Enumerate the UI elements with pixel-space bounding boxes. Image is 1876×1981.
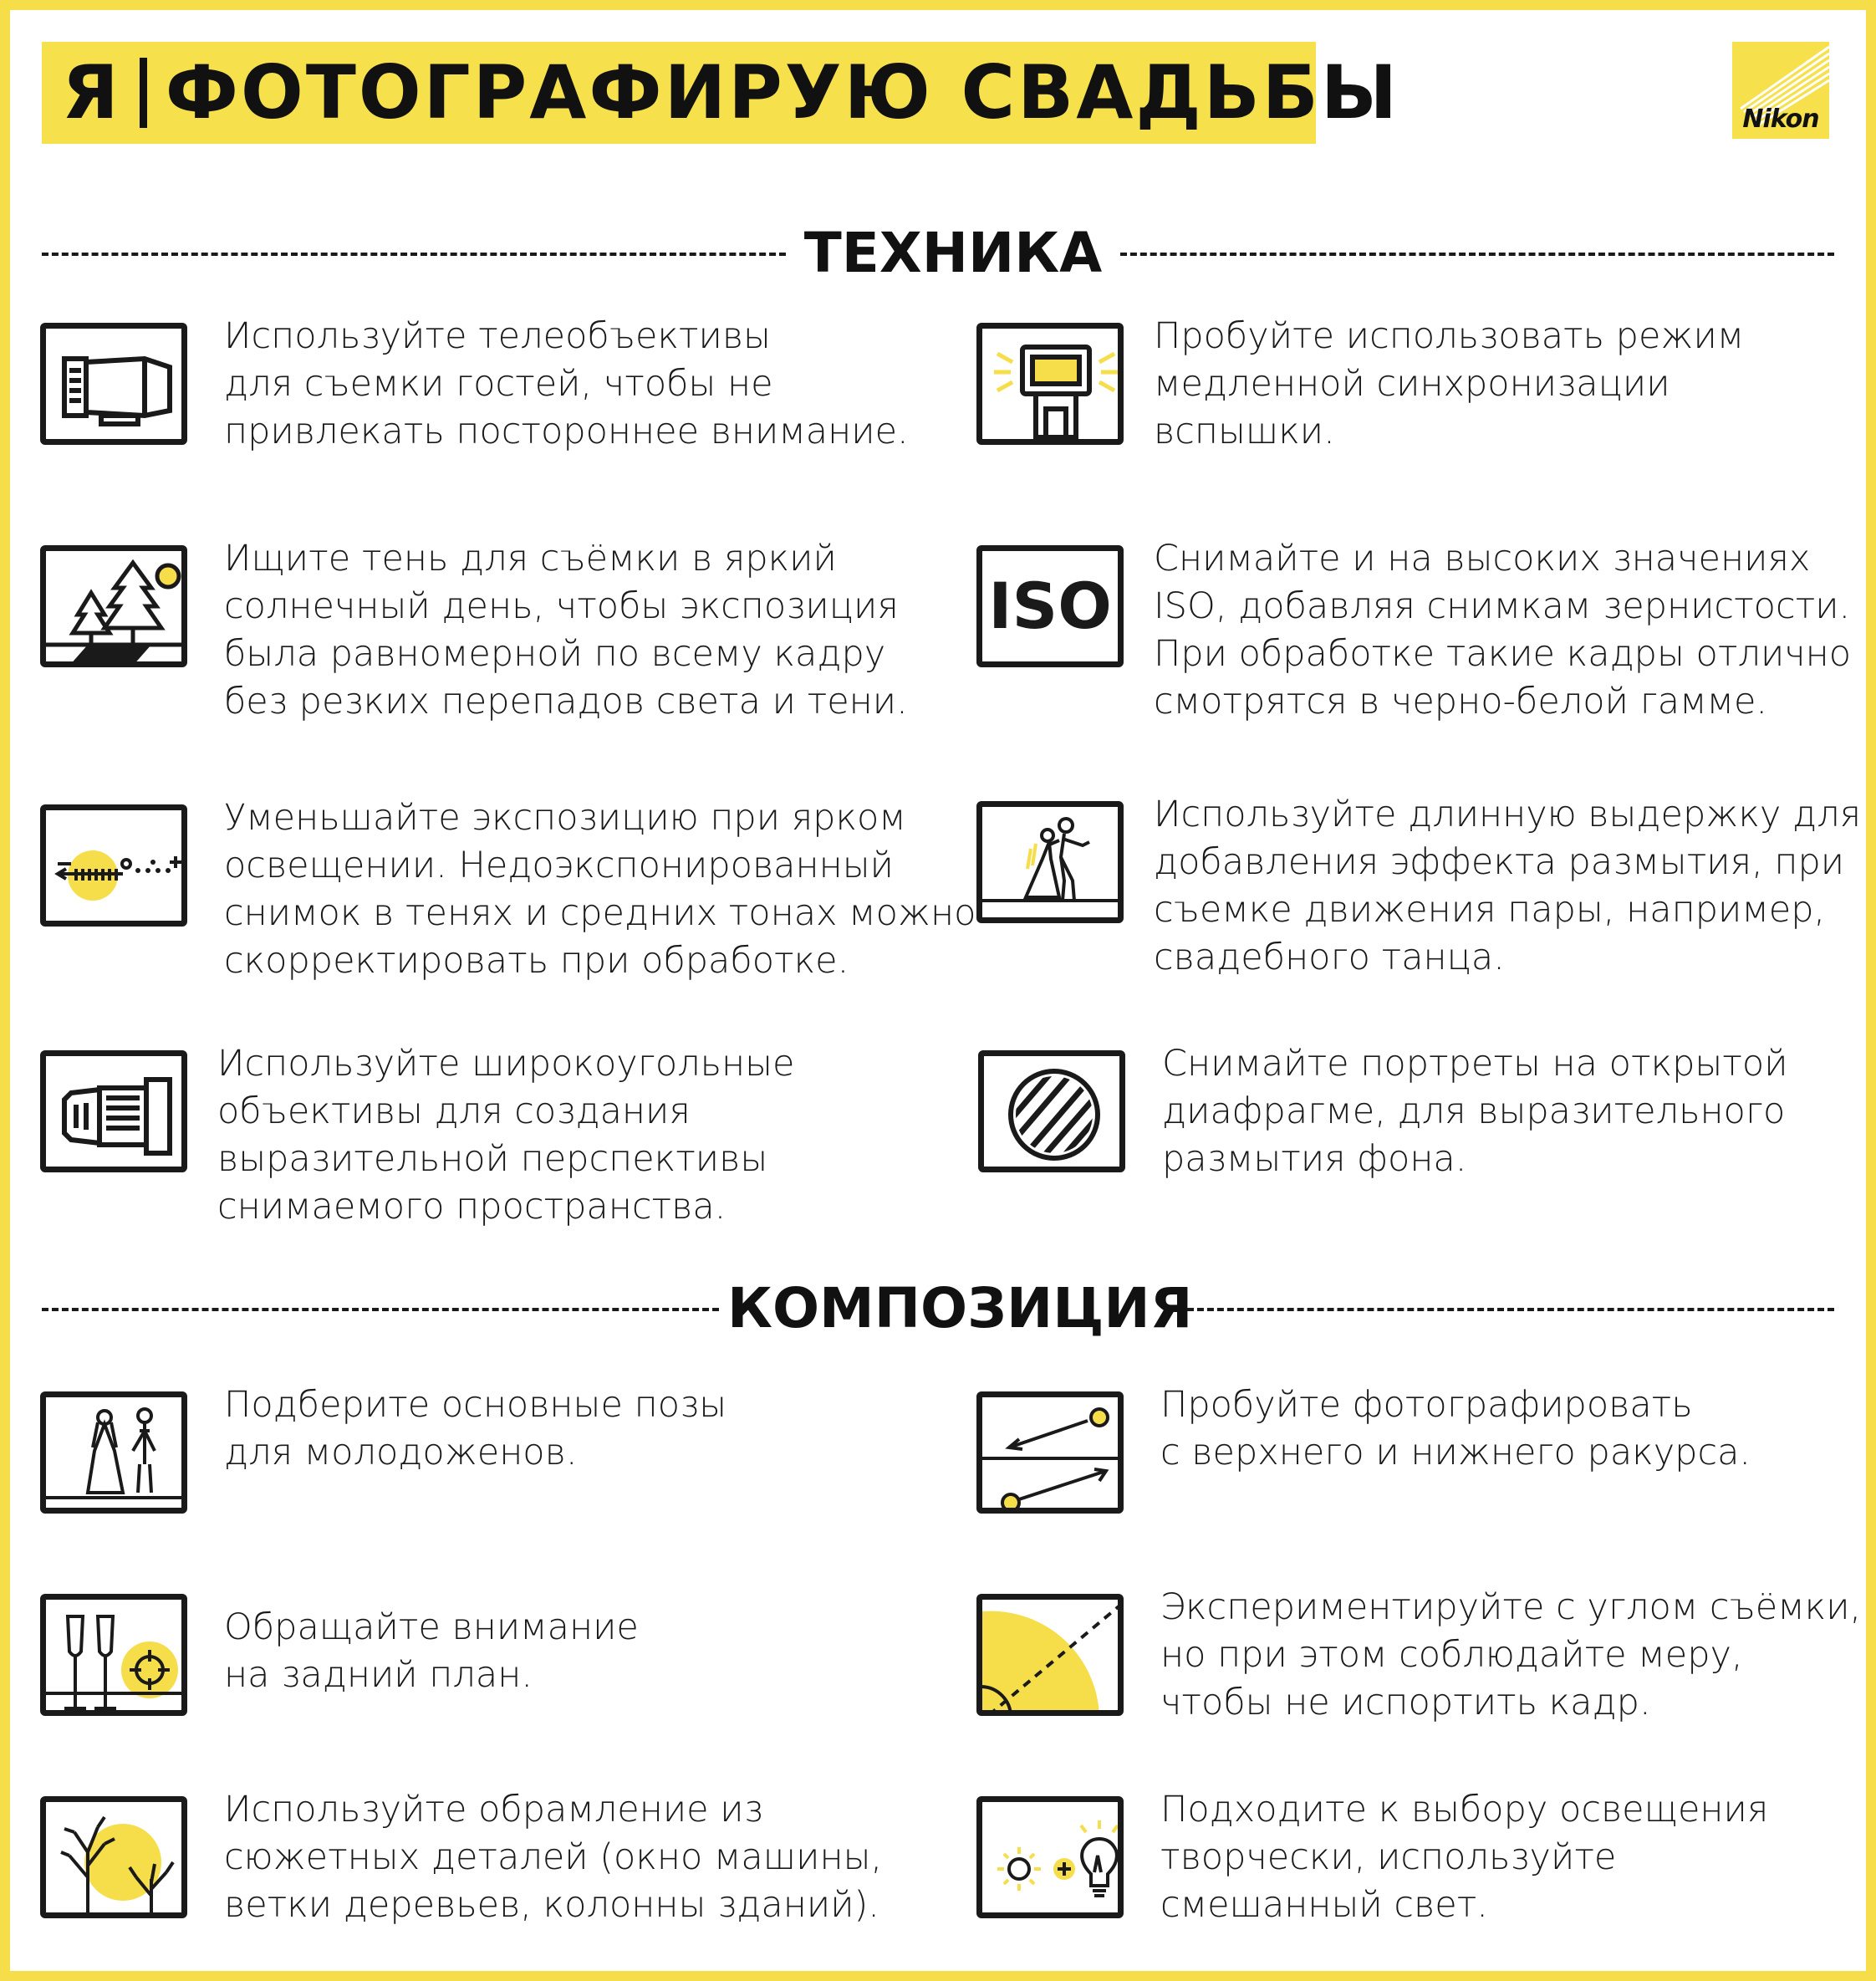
text-line: добавления эффекта размытия, при [1154,841,1845,883]
iso-label: ISO [988,569,1112,643]
glasses-target-icon [40,1594,187,1716]
text-line: Пробуйте фотографировать [1160,1384,1693,1426]
flash-icon [976,323,1124,445]
text-line: съемке движения пары, например, [1154,889,1826,931]
text-line: Ищите тень для съёмки в яркий [224,538,837,579]
text-line: с верхнего и нижнего ракурса. [1160,1432,1751,1473]
iso-icon [976,545,1124,667]
text-line: снимаемого пространства. [217,1186,726,1228]
text-line: Используйте обрамление из [224,1789,763,1830]
sun-plus-bulb-icon [976,1796,1124,1918]
title-part-1: Я [62,49,121,135]
dashed-rule-left [42,1308,719,1311]
text-line: без резких перепадов света и тени. [224,681,908,722]
text-line: ISO, добавляя снимкам зернистости. [1154,585,1851,627]
section-label: КОМПОЗИЦИЯ [727,1276,1193,1340]
text-line: Подходите к выбору освещения [1160,1789,1769,1830]
text-line: но при этом соблюдайте меру, [1160,1634,1743,1676]
text-line: ветки деревьев, колонны зданий). [224,1884,879,1926]
text-line: Используйте длинную выдержку для [1154,794,1862,835]
text-line: Снимайте и на высоких значениях [1154,538,1811,579]
text-line: диафрагме, для выразительного [1162,1090,1786,1132]
wide-angle-lens-icon [40,1050,187,1172]
tip-text [224,535,908,726]
tilt-angle-icon [976,1594,1124,1716]
title-part-2: ФОТОГРАФИРУЮ СВАДЬБЫ [165,49,1400,135]
dashed-rule-right [1120,253,1834,256]
text-line: снимок в тенях и средних тонах можно [224,892,976,934]
tip-text [1160,1584,1861,1727]
text-line: чтобы не испортить кадр. [1160,1682,1651,1723]
text-line: выразительной перспективы [217,1138,768,1180]
trees-sun-icon [40,545,187,667]
text-line: освещении. Недоэкспонированный [224,845,894,886]
text-line: Обращайте внимание [224,1606,639,1648]
text-line: смешанный свет. [1160,1884,1488,1926]
logo-text: Nikon [1742,105,1819,134]
text-line: на задний план. [224,1654,533,1696]
title-divider [140,58,147,128]
text-line: для молодоженов. [224,1432,578,1473]
text-line: размытия фона. [1162,1138,1467,1180]
section-heading-composition [42,1271,1834,1346]
branches-frame-icon [40,1796,187,1918]
section-heading-technique [42,216,1834,291]
aperture-icon [978,1050,1125,1172]
dashed-rule-left [42,253,786,256]
text-line: Используйте телеобъективы [224,315,771,357]
text-line: Используйте широкоугольные [217,1043,795,1085]
text-line: смотрятся в черно-белой гамме. [1154,681,1768,722]
text-line: Пробуйте использовать режим [1154,315,1745,357]
section-label: ТЕХНИКА [803,221,1103,285]
tip-text [1154,313,1744,456]
high-low-angle-icon [976,1391,1124,1514]
text-line: солнечный день, чтобы экспозиция [224,585,899,627]
bride-groom-icon [40,1391,187,1514]
text-line: была равномерной по всему кадру [224,633,886,675]
text-line: привлекать постороннее внимание. [224,411,909,452]
exposure-scale-icon [40,804,187,927]
tip-text [1162,1040,1788,1183]
text-line: сюжетных деталей (окно машины, [224,1836,883,1878]
text-line: для съемки гостей, чтобы не [224,363,773,405]
telephoto-lens-icon [40,323,187,445]
tip-text [1154,535,1851,726]
tip-text [217,1040,794,1231]
text-line: свадебного танца. [1154,937,1505,978]
text-line: скорректировать при обработке. [224,940,849,982]
text-line: Экспериментируйте с углом съёмки, [1160,1586,1862,1628]
tip-text [1160,1381,1751,1477]
text-line: Подберите основные позы [224,1384,727,1426]
text-line: объективы для создания [217,1090,691,1132]
dashed-rule-right [1187,1308,1834,1311]
tip-text [1154,791,1861,982]
nikon-logo [1732,42,1829,139]
page-title [62,42,1399,144]
tip-text [224,1786,882,1929]
tip-text [224,1604,639,1699]
text-line: медленной синхронизации [1154,363,1670,405]
text-line: Снимайте портреты на открытой [1162,1043,1788,1085]
dancing-couple-icon [976,801,1124,923]
tip-text [224,313,909,456]
tip-text [1160,1786,1768,1929]
text-line: При обработке такие кадры отлично [1154,633,1852,675]
tip-text [224,794,976,985]
tip-text [224,1381,726,1477]
text-line: вспышки. [1154,411,1335,452]
text-line: Уменьшайте экспозицию при ярком [224,797,906,839]
text-line: творчески, используйте [1160,1836,1617,1878]
